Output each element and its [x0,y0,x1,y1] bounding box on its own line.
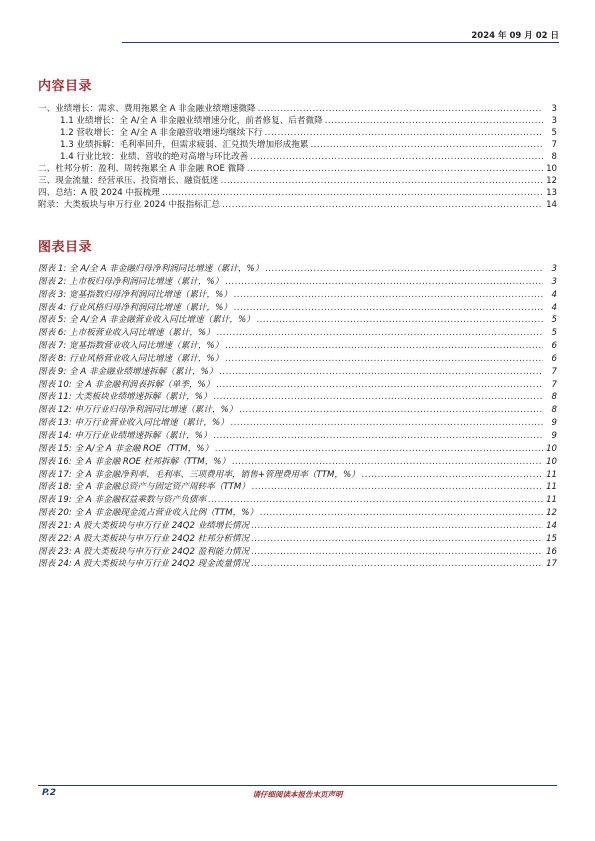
figure-entry-label: 图表 10: 全 A 非金融利润表拆解（单季，%） [38,379,215,390]
figure-entry[interactable] [38,404,557,417]
figure-entry-label: 图表 20: 全 A 非金融现金流占营业收入比例（TTM，%） [38,508,258,519]
figure-entry-page: 8 [551,405,557,416]
dot-leader [265,263,543,276]
toc-entry-page: 3 [551,104,557,114]
dot-leader [231,417,543,430]
figure-entry-label: 图表 6: 上市板营业收入同比增速（累计，%） [38,328,215,339]
figure-entry-page: 4 [551,289,557,300]
figure-entry[interactable] [38,327,557,340]
figure-entry-page: 16 [546,546,557,557]
figure-entry[interactable] [38,443,557,456]
figure-entry[interactable] [38,546,557,559]
figure-entry-label: 图表 1: 全 A/全 A 非金融归母净利润同比增速（累计，%） [38,264,264,274]
toc-entry-page: 8 [551,152,557,162]
figure-entry-page: 10 [546,443,557,454]
toc-title: 内容目录 [38,79,93,94]
figure-entry[interactable] [38,481,557,494]
figure-entry-label: 图表 21: A 股大类板块与申万行业 24Q2 业绩增长情况 [38,520,250,531]
toc-entry[interactable] [38,175,557,187]
dot-leader [258,103,543,115]
dot-leader [225,276,543,289]
figure-entry-label: 图表 23: A 股大类板块与申万行业 24Q2 盈利能力情况 [38,546,250,557]
toc-entry-label: 一、业绩增长：需求、费用拖累全 A 非金融业绩增速微降 [38,104,256,114]
dot-leader [214,391,543,404]
dot-leader [215,443,543,456]
dot-leader [232,456,543,469]
dot-leader [220,175,543,187]
dot-leader [265,127,543,139]
toc-entry-page: 5 [551,128,557,138]
figure-entry-page: 6 [551,353,557,364]
toc-entry-label: 1.1 业绩增长：全 A/全 A 非金融业绩增速分化，前者修复、后者微降 [60,116,323,126]
figure-entry[interactable] [38,276,557,289]
figure-entry[interactable] [38,353,557,366]
toc-entry-label: 附录：大类板块与申万行业 2024 中报指标汇总 [38,200,221,210]
figure-entry[interactable] [38,366,557,379]
dot-leader [222,199,543,211]
figure-entry-label: 图表 9: 全 A 非金融业绩增速拆解（累计，%） [38,366,218,377]
dot-leader [225,340,543,353]
figure-entry-page: 4 [551,302,557,313]
figure-entry-label: 图表 24: A 股大类板块与申万行业 24Q2 现金流量情况 [38,559,250,570]
figure-entry-label: 图表 8: 行业风格营业收入同比增速（累计，%） [38,353,224,364]
dot-leader [234,302,543,315]
figure-entry-label: 图表 18: 全 A 非金融总资产与固定资产周转率（TTM） [38,482,250,493]
figure-entry-page: 5 [551,328,557,339]
dot-leader [247,163,543,175]
dot-leader [234,289,543,302]
figure-entry-label: 图表 11: 大类板块业绩增速拆解（累计，%） [38,392,212,403]
figure-entry-page: 3 [551,264,557,274]
dot-leader [214,430,543,443]
figure-entry-label: 图表 12: 申万行业归母净利润同比增速（累计，%） [38,405,238,416]
figures-list [38,263,557,571]
figure-entry[interactable] [38,289,557,302]
toc-list [38,103,557,211]
dot-leader [217,327,543,340]
figure-entry-page: 12 [546,508,557,519]
figure-entry[interactable] [38,302,557,315]
figure-entry[interactable] [38,520,557,533]
toc-entry[interactable] [38,139,557,151]
toc-entry-page: 3 [551,116,557,126]
footer-disclaimer: 请仔细阅读本报告末页声明 [252,790,343,799]
dot-leader [260,507,543,520]
toc-entry-page: 12 [546,176,557,186]
dot-leader [225,353,543,366]
figure-entry-label: 图表 14: 申万行业业绩增速拆解（累计，%） [38,430,212,441]
figure-entry-label: 图表 5: 全 A/全 A 非金融营业收入同比增速（累计，%） [38,315,255,326]
figure-entry-label: 图表 2: 上市板归母净利润同比增速（累计，%） [38,276,224,287]
dot-leader [257,314,543,327]
figure-entry-label: 图表 13: 申万行业营业收入同比增速（累计，%） [38,418,229,429]
toc-entry[interactable] [38,151,557,163]
figure-entry-page: 14 [546,520,557,531]
toc-entry-label: 1.3 业绩拆解：毛利率回升，但需求疲弱、汇兑损失增加形成拖累 [60,140,309,150]
dot-leader [251,520,543,533]
figure-entry-label: 图表 4: 行业风格归母净利润同比增速（累计，%） [38,302,232,313]
toc-entry-page: 7 [551,140,557,150]
toc-entry[interactable] [38,103,557,115]
toc-entry-page: 13 [546,188,557,198]
dot-leader [162,187,543,199]
figure-entry[interactable] [38,533,557,546]
figure-entry-page: 5 [551,315,557,326]
figure-entry[interactable] [38,263,557,276]
figure-entry-page: 7 [551,366,557,377]
figure-entry-label: 图表 15: 全 A/全 A 非金融 ROE（TTM，%） [38,443,214,454]
figure-entry[interactable] [38,314,557,327]
figure-entry-page: 3 [551,276,557,287]
dot-leader [362,469,543,482]
header-divider [122,42,559,43]
dot-leader [310,139,543,151]
toc-entry[interactable] [38,115,557,127]
figure-entry-label: 图表 17: 全 A 非金融净利率、毛利率、三项费用率，销售+管理费用率（TTM，%） [38,469,360,480]
dot-leader [219,366,543,379]
dot-leader [251,558,543,571]
toc-entry[interactable] [38,127,557,139]
figure-entry-page: 6 [551,341,557,352]
figure-entry-label: 图表 16: 全 A 非金融 ROE 杜邦拆解（TTM，%） [38,456,231,467]
toc-entry-label: 1.4 行业比较：业绩、营收的绝对高增与环比改善 [60,152,249,162]
figure-entry-page: 11 [546,482,557,493]
figure-entry-page: 8 [551,392,557,403]
figure-entry-page: 9 [551,430,557,441]
toc-entry[interactable] [38,163,557,175]
dot-leader [216,379,543,392]
figure-entry-label: 图表 3: 宽基指数归母净利润同比增速（累计，%） [38,289,232,300]
figure-entry[interactable] [38,417,557,430]
figure-entry-label: 图表 22: A 股大类板块与申万行业 24Q2 杜邦分析情况 [38,533,250,544]
figure-entry-page: 9 [551,418,557,429]
figure-entry-page: 11 [546,469,557,480]
toc-entry[interactable] [38,199,557,211]
toc-entry-page: 14 [546,200,557,210]
report-date: 2024 年 09 月 02 日 [471,31,559,41]
toc-entry-label: 四、总结：A 股 2024 中报梳理 [38,188,160,198]
figure-entry[interactable] [38,494,557,507]
dot-leader [239,404,543,417]
toc-entry-label: 1.2 营收增长：全 A/全 A 非金融营收增速均继续下行 [60,128,263,138]
toc-entry-label: 二、杜邦分析：盈利、周转拖累全 A 非金融 ROE 微降 [38,164,245,174]
figure-entry[interactable] [38,558,557,571]
figure-entry[interactable] [38,379,557,392]
figure-entry-page: 10 [546,456,557,467]
figure-entry-label: 图表 7: 宽基指数营业收入同比增速（累计，%） [38,341,224,352]
figure-entry[interactable] [38,456,557,469]
page-number: P.2 [42,788,56,798]
dot-leader [251,533,543,546]
footer-divider [38,785,557,786]
figure-entry[interactable] [38,391,557,404]
figure-entry-page: 17 [546,559,557,570]
dot-leader [252,481,543,494]
toc-entry-page: 10 [546,164,557,174]
figure-entry-page: 7 [551,379,557,390]
figure-entry-page: 15 [546,533,557,544]
dot-leader [251,546,543,559]
dot-leader [250,151,543,163]
dot-leader [208,494,543,507]
figure-entry[interactable] [38,430,557,443]
toc-entry-label: 三、现金流量：经营承压、投资增长、融资低迷 [38,176,219,186]
toc-entry[interactable] [38,187,557,199]
figures-list-title: 图表目录 [38,240,93,255]
figure-entry[interactable] [38,469,557,482]
figure-entry[interactable] [38,507,557,520]
figure-entry-label: 图表 19: 全 A 非金融权益乘数与资产负债率 [38,495,207,506]
figure-entry-page: 11 [546,495,557,506]
figure-entry[interactable] [38,340,557,353]
dot-leader [325,115,543,127]
